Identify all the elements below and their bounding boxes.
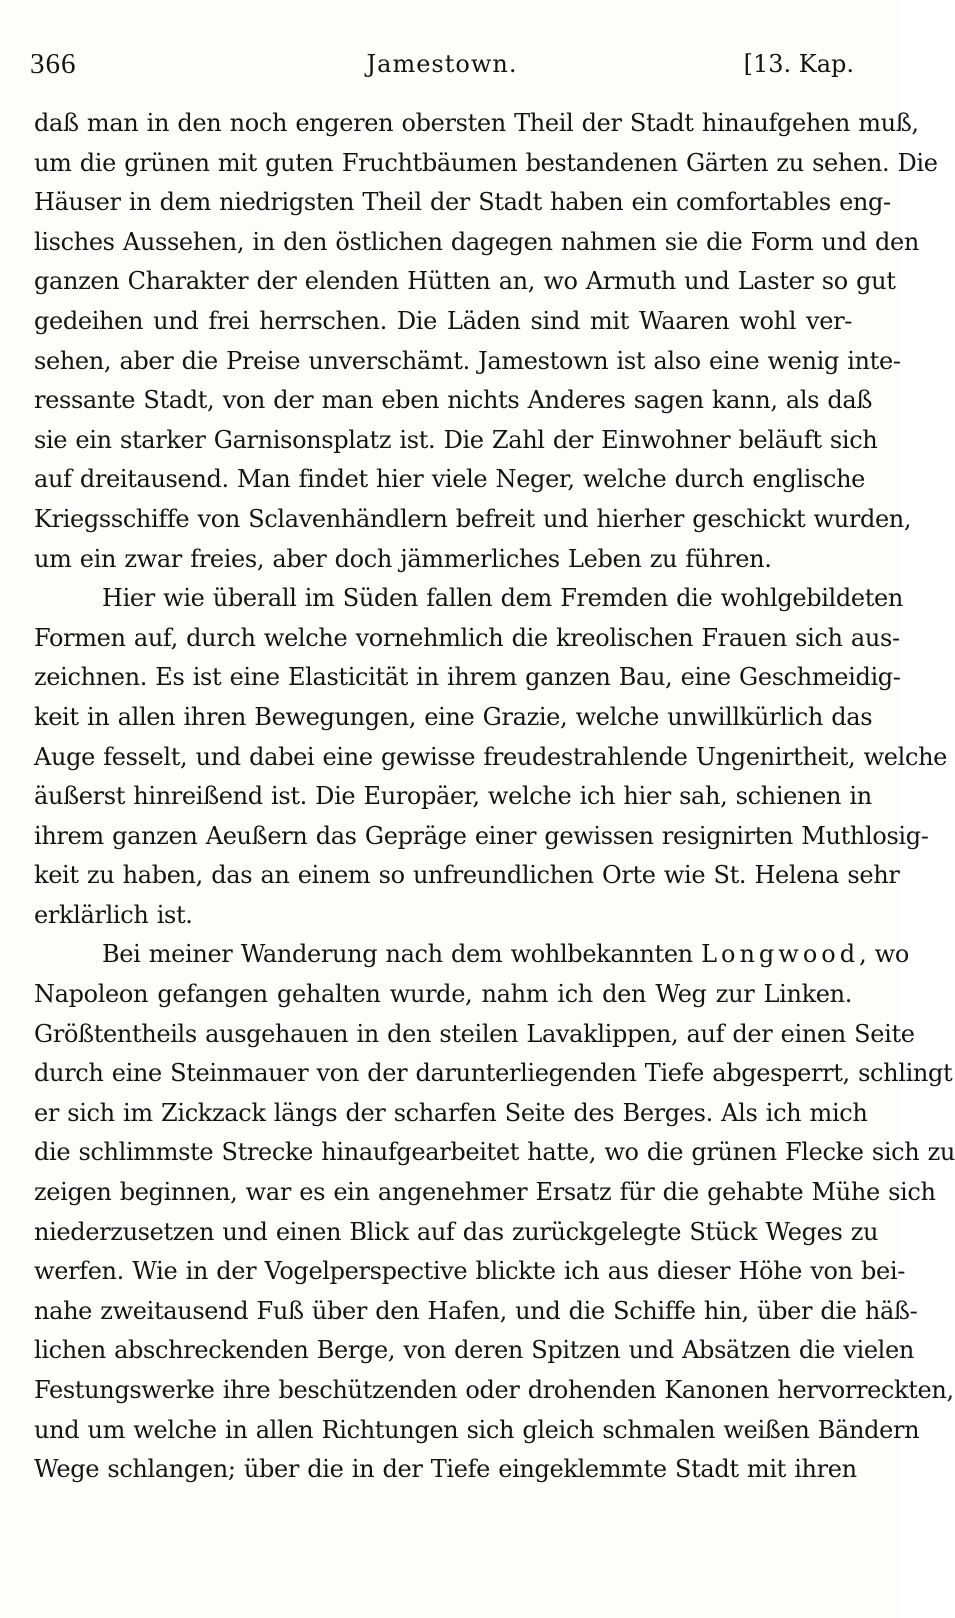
paragraph-start-line bbox=[34, 935, 909, 975]
emphasized-place-name: Longwood bbox=[701, 940, 860, 969]
body-text bbox=[34, 104, 955, 1490]
text-line: ganzen Charakter der elenden Hütten an, wo Armuth und Laster so gut bbox=[34, 267, 896, 296]
text-line: um die grünen mit guten Fruchtbäumen bestandenen Gärten zu sehen. Die bbox=[34, 148, 938, 177]
text-line: Häuser in dem niedrigsten Theil der Stadt haben ein comfortables eng- bbox=[34, 188, 891, 217]
line-segment: , wo bbox=[859, 940, 909, 969]
text-line: Auge fesselt, und dabei eine gewisse freudestrahlende Ungenirtheit, welche bbox=[34, 742, 948, 771]
text-line: Napoleon gefangen gehalten wurde, nahm ich den Weg zur Linken. bbox=[34, 980, 852, 1009]
text-line: nahe zweitausend Fuß über den Hafen, und die Schiffe hin, über die häß- bbox=[34, 1296, 918, 1325]
text-line: sie ein starker Garnisonsplatz ist. Die Zahl der Einwohner beläuft sich bbox=[34, 425, 878, 454]
text-line: auf dreitausend. Man findet hier viele Neger, welche durch englische bbox=[34, 465, 866, 494]
text-line: keit zu haben, das an einem so unfreundlichen Orte wie St. Helena sehr bbox=[34, 861, 900, 890]
paragraph-end-line: erklärlich ist. bbox=[34, 900, 193, 929]
text-line: durch eine Steinmauer von der darunterliegenden Tiefe abgesperrt, schlingt bbox=[34, 1059, 953, 1088]
text-line: ressante Stadt, von der man eben nichts Anderes sagen kann, als daß bbox=[34, 386, 873, 415]
text-line: äußerst hinreißend ist. Die Europäer, welche ich hier sah, schienen in bbox=[34, 782, 872, 811]
text-line: lichen abschreckenden Berge, von deren Spitzen und Absätzen die vielen bbox=[34, 1336, 914, 1365]
text-line: keit in allen ihren Bewegungen, eine Grazie, welche unwillkürlich das bbox=[34, 702, 873, 731]
text-line: sehen, aber die Preise unverschämt. Jamestown ist also eine wenig inte- bbox=[34, 346, 901, 375]
paragraph-start-line: Hier wie überall im Süden fallen dem Fremden die wohlgebildeten bbox=[102, 584, 903, 613]
text-line: gedeihen und frei herrschen. Die Läden sind mit Waaren wohl ver- bbox=[34, 306, 852, 335]
paragraph-end-line: um ein zwar freies, aber doch jämmerliches Leben zu führen. bbox=[34, 544, 772, 573]
text-line: zeigen beginnen, war es ein angenehmer Ersatz für die gehabte Mühe sich bbox=[34, 1178, 936, 1207]
text-line: niederzusetzen und einen Blick auf das zurückgelegte Stück Weges zu bbox=[34, 1217, 879, 1246]
text-line: Kriegsschiffe von Sclavenhändlern befreit und hierher geschickt wurden, bbox=[34, 504, 912, 533]
text-line: zeichnen. Es ist eine Elasticität in ihrem ganzen Bau, eine Geschmeidig- bbox=[34, 663, 901, 692]
text-line: und um welche in allen Richtungen sich gleich schmalen weißen Bändern bbox=[34, 1415, 920, 1444]
line-segment: Bei meiner Wanderung nach dem wohlbekannten bbox=[102, 940, 693, 969]
text-line: Größtentheils ausgehauen in den steilen Lavaklippen, auf der einen Seite bbox=[34, 1019, 915, 1048]
text-line: die schlimmste Strecke hinaufgearbeitet hatte, wo die grünen Flecke sich zu bbox=[34, 1138, 955, 1167]
text-line: werfen. Wie in der Vogelperspective blickte ich aus dieser Höhe von bei- bbox=[34, 1257, 905, 1286]
text-line: ihrem ganzen Aeußern das Gepräge einer gewissen resignirten Muthlosig- bbox=[34, 821, 929, 850]
chapter-reference: [13. Kap. bbox=[743, 50, 854, 78]
text-line: lisches Aussehen, in den östlichen dagegen nahmen sie die Form und den bbox=[34, 227, 920, 256]
text-line: er sich im Zickzack längs der scharfen Seite des Berges. Als ich mich bbox=[34, 1098, 868, 1127]
text-line: Wege schlangen; über die in der Tiefe eingeklemmte Stadt mit ihren bbox=[34, 1455, 857, 1484]
running-title: Jamestown. bbox=[366, 50, 518, 78]
text-line: Festungswerke ihre beschützenden oder drohenden Kanonen hervorreckten, bbox=[34, 1376, 954, 1404]
page-number: 366 bbox=[30, 48, 77, 80]
page-header bbox=[30, 44, 854, 84]
text-line: Formen auf, durch welche vornehmlich die kreolischen Frauen sich aus- bbox=[34, 623, 900, 652]
text-line: daß man in den noch engeren obersten Theil der Stadt hinaufgehen muß, bbox=[34, 109, 919, 137]
